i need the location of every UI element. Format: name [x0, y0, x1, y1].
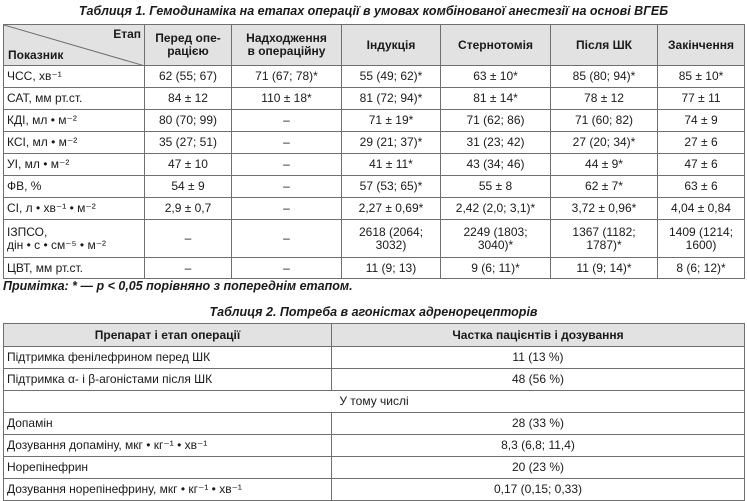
table-row — [4, 435, 745, 457]
col-header: Стернотомія — [441, 25, 551, 66]
row-label: Підтримка α- і β-агоністами після ШК — [4, 369, 332, 391]
cell: 71 (62; 86) — [441, 110, 551, 132]
cell: 44 ± 9* — [551, 154, 658, 176]
table1-note: Примітка: * — p < 0,05 порівняно з попереднім етапом. — [3, 279, 353, 293]
cell: 8 (6; 12)* — [658, 258, 745, 279]
cell: 74 ± 9 — [658, 110, 745, 132]
cell: 2,42 (2,0; 3,1)* — [441, 198, 551, 220]
cell: 81 (72; 94)* — [342, 88, 441, 110]
cell: 84 ± 12 — [145, 88, 232, 110]
row-label: Дозування норепінефрину, мкг • кг⁻¹ • хв⁻¹ — [4, 479, 332, 501]
cell: 29 (21; 37)* — [342, 132, 441, 154]
table-row — [4, 176, 745, 198]
cell: 8,3 (6,8; 11,4) — [332, 435, 745, 457]
cell: 63 ± 6 — [658, 176, 745, 198]
row-label: Норепінефрин — [4, 457, 332, 479]
row-label: ЦВТ, мм рт.ст. — [4, 258, 145, 279]
table-row — [4, 88, 745, 110]
cell: 2618 (2064; 3032) — [342, 220, 441, 258]
col-header: Індукція — [342, 25, 441, 66]
cell: – — [232, 220, 342, 258]
row-label: Дозування допаміну, мкг • кг⁻¹ • хв⁻¹ — [4, 435, 332, 457]
cell: 11 (9; 13) — [342, 258, 441, 279]
cell: 2,27 ± 0,69* — [342, 198, 441, 220]
cell: 0,17 (0,15; 0,33) — [332, 479, 745, 501]
cell: 80 (70; 99) — [145, 110, 232, 132]
col-header: Після ШК — [551, 25, 658, 66]
cell: 47 ± 6 — [658, 154, 745, 176]
cell: – — [232, 176, 342, 198]
row-label: САТ, мм рт.ст. — [4, 88, 145, 110]
header-pokaznyk-label: Показник — [8, 48, 64, 62]
row-label: КДІ, мл • м⁻² — [4, 110, 145, 132]
cell: – — [145, 220, 232, 258]
cell: – — [232, 154, 342, 176]
cell: 62 (55; 67) — [145, 66, 232, 88]
table-row — [4, 66, 745, 88]
cell: 1409 (1214; 1600) — [658, 220, 745, 258]
cell: 71 (60; 82) — [551, 110, 658, 132]
cell: 77 ± 11 — [658, 88, 745, 110]
col-header: Препарат і етап операції — [4, 324, 332, 347]
row-label: СІ, л • хв⁻¹ • м⁻² — [4, 198, 145, 220]
cell: – — [232, 110, 342, 132]
table-row — [4, 391, 745, 413]
row-label: УІ, мл • м⁻² — [4, 154, 145, 176]
table-row — [4, 220, 745, 258]
cell: 41 ± 11* — [342, 154, 441, 176]
cell: 55 ± 8 — [441, 176, 551, 198]
cell: 110 ± 18* — [232, 88, 342, 110]
cell: 27 ± 6 — [658, 132, 745, 154]
adrenoreceptor-agonists-table — [3, 323, 745, 501]
cell: 9 (6; 11)* — [441, 258, 551, 279]
cell: 28 (33 %) — [332, 413, 745, 435]
subheader-row: У тому числі — [4, 391, 745, 413]
cell: – — [145, 258, 232, 279]
cell: 48 (56 %) — [332, 369, 745, 391]
cell: 43 (34; 46) — [441, 154, 551, 176]
row-label: Підтримка фенілефрином перед ШК — [4, 347, 332, 369]
table-row — [4, 413, 745, 435]
cell: 57 (53; 65)* — [342, 176, 441, 198]
table-row — [4, 347, 745, 369]
header-etap-label: Етап — [113, 27, 141, 41]
row-label: ФВ, % — [4, 176, 145, 198]
table-row — [4, 154, 745, 176]
cell: 27 (20; 34)* — [551, 132, 658, 154]
cell: 4,04 ± 0,84 — [658, 198, 745, 220]
col-header: Надходження в операційну — [232, 25, 342, 66]
cell: 81 ± 14* — [441, 88, 551, 110]
cell: 35 (27; 51) — [145, 132, 232, 154]
cell: 2249 (1803; 3040)* — [441, 220, 551, 258]
cell: 20 (23 %) — [332, 457, 745, 479]
cell: 63 ± 10* — [441, 66, 551, 88]
cell: – — [232, 132, 342, 154]
row-label: ЧСС, хв⁻¹ — [4, 66, 145, 88]
cell: 55 (49; 62)* — [342, 66, 441, 88]
cell: 71 ± 19* — [342, 110, 441, 132]
cell: 2,9 ± 0,7 — [145, 198, 232, 220]
col-header: Закінчення — [658, 25, 745, 66]
cell: 11 (9; 14)* — [551, 258, 658, 279]
cell: 54 ± 9 — [145, 176, 232, 198]
row-label: ІЗПСО, дін • с • см⁻⁵ • м⁻² — [4, 220, 145, 258]
col-header: Перед опе- рацією — [145, 25, 232, 66]
table2-caption: Таблиця 2. Потреба в агоністах адренорецепторів — [209, 305, 538, 319]
table1-caption: Таблиця 1. Гемодинаміка на етапах операції в умовах комбінованої анестезії на основі ВГЕБ — [78, 4, 669, 18]
table-row — [4, 132, 745, 154]
cell: – — [232, 198, 342, 220]
table-row — [4, 369, 745, 391]
cell: – — [232, 258, 342, 279]
table-row — [4, 457, 745, 479]
table-row — [4, 198, 745, 220]
hemodynamics-table — [3, 24, 745, 279]
cell: 3,72 ± 0,96* — [551, 198, 658, 220]
header-diagonal-cell — [4, 25, 145, 66]
cell: 31 (23; 42) — [441, 132, 551, 154]
cell: 71 (67; 78)* — [232, 66, 342, 88]
cell: 78 ± 12 — [551, 88, 658, 110]
table-row — [4, 479, 745, 501]
cell: 1367 (1182; 1787)* — [551, 220, 658, 258]
row-label: КСІ, мл • м⁻² — [4, 132, 145, 154]
cell: 85 ± 10* — [658, 66, 745, 88]
cell: 11 (13 %) — [332, 347, 745, 369]
row-label: Допамін — [4, 413, 332, 435]
cell: 47 ± 10 — [145, 154, 232, 176]
col-header: Частка пацієнтів і дозування — [332, 324, 745, 347]
table-row — [4, 110, 745, 132]
cell: 85 (80; 94)* — [551, 66, 658, 88]
table-row — [4, 258, 745, 279]
cell: 62 ± 7* — [551, 176, 658, 198]
